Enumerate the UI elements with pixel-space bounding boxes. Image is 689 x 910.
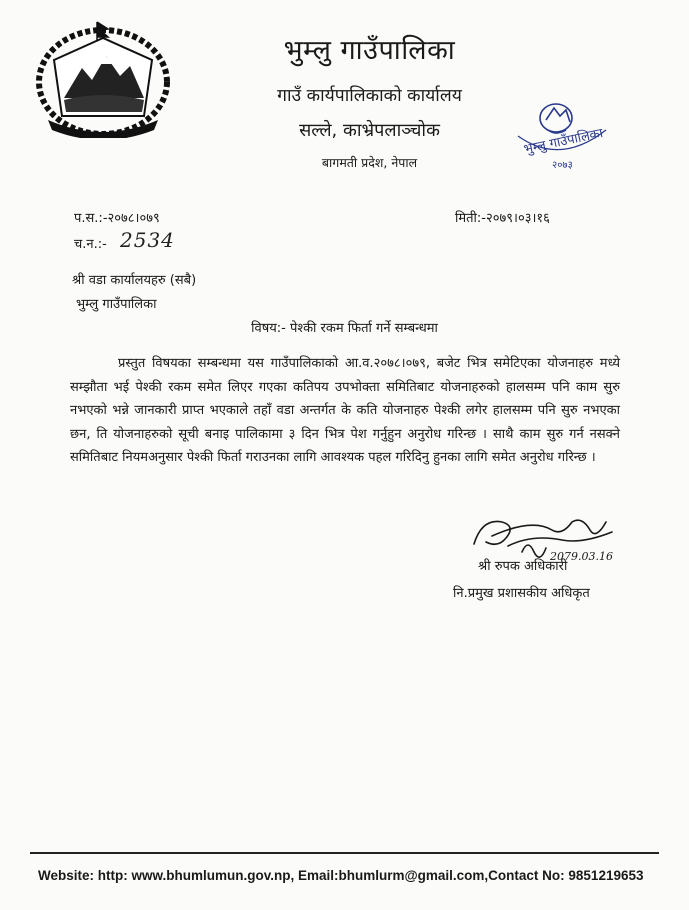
dispatch-label: च.न.:-: [74, 237, 107, 252]
footer-divider: [30, 852, 659, 854]
signature-handwritten-date: 2079.03.16: [550, 550, 613, 563]
seal-year: २०७३: [552, 160, 573, 171]
recipient-line-2: भुम्लु गाउँपालिका: [76, 297, 157, 312]
dispatch-number-handwritten: 2534: [120, 228, 175, 252]
signatory-name: श्री रुपक अधिकारी: [478, 559, 568, 574]
subject-text: विषय:- पेश्की रकम फिर्ता गर्ने सम्बन्धमा: [251, 321, 438, 336]
seal-text: भुम्लु गाउँपालिका: [522, 125, 605, 158]
reference-number: प.स.:-२०७८।०७९: [74, 211, 160, 226]
province-line: बागमती प्रदेश, नेपाल: [321, 155, 418, 170]
recipient-line-1: श्री वडा कार्यालयहरु (सबै): [72, 273, 197, 288]
letter-body-text: प्रस्तुत विषयका सम्बन्धमा यस गाउँपालिकाको आ.व.२०७८।०७९, बजेट भित्र समेटिएका योजनाहरु मध्ये सम्झौता भई पेश्की रकम समेत लिएर गएका कतिपय उपभोक्ता समितिबाट योजनाहरुको हालसम्म पनि काम सुरु नभएको भन्ने जानकारी प्राप्त भएकाले तहाँ वडा अन्तर्गत के कति योजनाहरु पेश्की लगेर हालसम्म पनि सुरु नभएका छन, ति योजनाहरुको सूची बनाइ पालिकामा ३ दिन भित्र पेश गर्नुहुन अनुरोध गरिन्छ । साथै काम सुरु गर्न नसक्ने समितिबाट नियमअनुसार पेश्की फिर्ता गराउनका लागि आवश्यक पहल गरिदिनु हुनका लागि समेत अनुरोध गरिन्छ ।: [70, 356, 620, 465]
letter-subject: [0, 318, 689, 336]
office-location: सल्ले, काभ्रेपलाञ्चोक: [299, 120, 440, 141]
municipality-title: भुम्लु गाउँपालिका: [283, 35, 456, 66]
letter-body: [70, 352, 620, 470]
letter-date: मिती:-२०७९।०३।१६: [455, 211, 550, 226]
signatory-title: नि.प्रमुख प्रशासकीय अधिकृत: [453, 586, 590, 601]
office-name: गाउँ कार्यपालिकाको कार्यालय: [277, 86, 462, 106]
footer-contact: Website: http: www.bhumlumun.gov.np, Email:bhumlurm@gmail.com,Contact No: 9851219653: [38, 868, 644, 883]
municipality-seal-stamp: [510, 96, 614, 174]
